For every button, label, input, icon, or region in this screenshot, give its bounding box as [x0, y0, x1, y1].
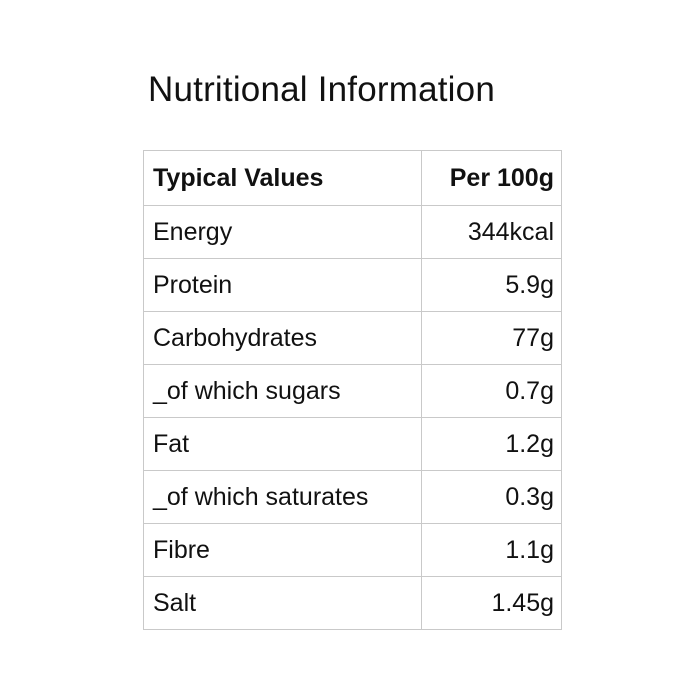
nutrient-label: Salt [144, 577, 422, 630]
column-header-per-100g: Per 100g [422, 151, 562, 206]
nutrition-table [143, 150, 562, 630]
nutrient-label: _of which sugars [144, 365, 422, 418]
nutrient-label: Energy [144, 206, 422, 259]
table-row [144, 471, 562, 524]
nutrient-value: 1.2g [422, 418, 562, 471]
nutrient-label: Protein [144, 259, 422, 312]
table-row [144, 418, 562, 471]
table-row [144, 365, 562, 418]
column-header-typical-values: Typical Values [144, 151, 422, 206]
nutrient-value: 5.9g [422, 259, 562, 312]
table-row [144, 524, 562, 577]
table-row [144, 577, 562, 630]
table-row [144, 259, 562, 312]
table-header-row [144, 151, 562, 206]
nutrient-label: Carbohydrates [144, 312, 422, 365]
nutrient-value: 1.45g [422, 577, 562, 630]
nutrient-value: 77g [422, 312, 562, 365]
nutrient-label: Fat [144, 418, 422, 471]
nutrient-value: 344kcal [422, 206, 562, 259]
page-title: Nutritional Information [148, 70, 495, 109]
nutrient-value: 0.7g [422, 365, 562, 418]
table-row [144, 206, 562, 259]
table-row [144, 312, 562, 365]
nutrient-value: 1.1g [422, 524, 562, 577]
nutrient-label: Fibre [144, 524, 422, 577]
nutrient-value: 0.3g [422, 471, 562, 524]
nutrient-label: _of which saturates [144, 471, 422, 524]
